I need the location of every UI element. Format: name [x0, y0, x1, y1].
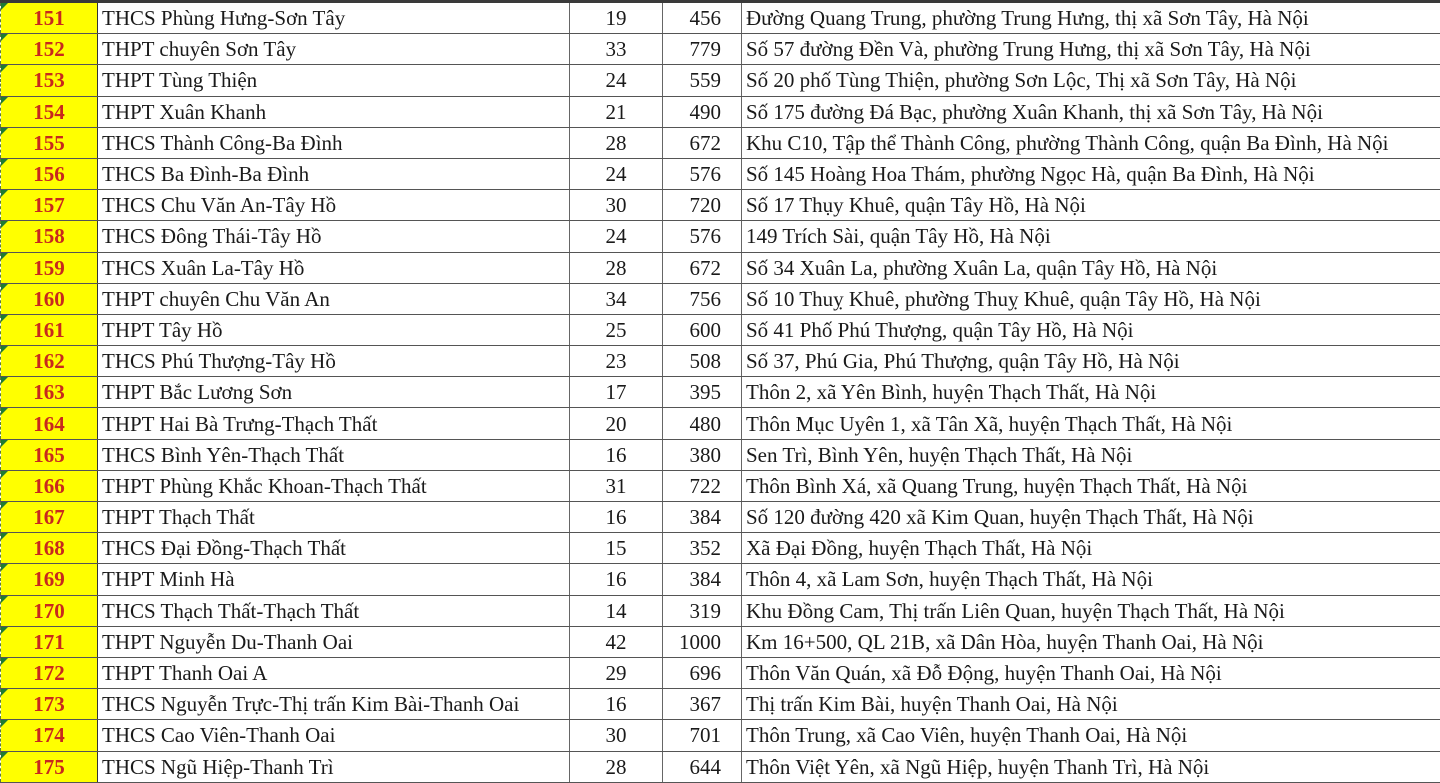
school-name-cell[interactable]: THPT Nguyễn Du-Thanh Oai — [98, 626, 570, 657]
address-cell[interactable]: Sen Trì, Bình Yên, huyện Thạch Thất, Hà Nội — [742, 439, 1440, 470]
table-row — [1, 689, 1440, 720]
school-name-cell[interactable]: THPT Bắc Lương Sơn — [98, 377, 570, 408]
row-number-cell[interactable]: 159 — [1, 252, 98, 283]
address-cell[interactable]: Thôn Mục Uyên 1, xã Tân Xã, huyện Thạch Thất, Hà Nội — [742, 408, 1440, 439]
row-number-cell[interactable]: 155 — [1, 127, 98, 158]
student-count-cell[interactable]: 480 — [663, 408, 742, 439]
school-name-cell[interactable]: THCS Đông Thái-Tây Hồ — [98, 221, 570, 252]
class-count-cell[interactable]: 34 — [570, 283, 663, 314]
class-count-cell[interactable]: 42 — [570, 626, 663, 657]
student-count-cell[interactable]: 672 — [663, 252, 742, 283]
row-number-cell[interactable]: 173 — [1, 689, 98, 720]
address-cell[interactable]: Số 10 Thuỵ Khuê, phường Thuỵ Khuê, quận Tây Hồ, Hà Nội — [742, 283, 1440, 314]
row-number-cell[interactable]: 151 — [1, 3, 98, 34]
class-count-cell[interactable]: 28 — [570, 751, 663, 782]
row-number-cell[interactable]: 166 — [1, 470, 98, 501]
table-row — [1, 564, 1440, 595]
school-name-cell[interactable]: THCS Thành Công-Ba Đình — [98, 127, 570, 158]
student-count-cell[interactable]: 600 — [663, 314, 742, 345]
address-cell[interactable]: Số 175 đường Đá Bạc, phường Xuân Khanh, thị xã Sơn Tây, Hà Nội — [742, 96, 1440, 127]
student-count-cell[interactable]: 644 — [663, 751, 742, 782]
school-name-cell[interactable]: THCS Phú Thượng-Tây Hồ — [98, 346, 570, 377]
table-row — [1, 34, 1440, 65]
row-number-cell[interactable]: 168 — [1, 533, 98, 564]
address-cell[interactable]: Thôn Việt Yên, xã Ngũ Hiệp, huyện Thanh Trì, Hà Nội — [742, 751, 1440, 782]
address-cell[interactable]: Số 20 phố Tùng Thiện, phường Sơn Lộc, Thị xã Sơn Tây, Hà Nội — [742, 65, 1440, 96]
row-number-cell[interactable]: 158 — [1, 221, 98, 252]
class-count-cell[interactable]: 30 — [570, 720, 663, 751]
school-name-cell[interactable]: THPT Hai Bà Trưng-Thạch Thất — [98, 408, 570, 439]
school-name-cell[interactable]: THPT Tây Hồ — [98, 314, 570, 345]
school-name-cell[interactable]: THCS Chu Văn An-Tây Hồ — [98, 190, 570, 221]
address-cell[interactable]: Km 16+500, QL 21B, xã Dân Hòa, huyện Thanh Oai, Hà Nội — [742, 626, 1440, 657]
class-count-cell[interactable]: 28 — [570, 252, 663, 283]
address-cell[interactable]: Xã Đại Đồng, huyện Thạch Thất, Hà Nội — [742, 533, 1440, 564]
school-name-cell[interactable]: THCS Cao Viên-Thanh Oai — [98, 720, 570, 751]
class-count-cell[interactable]: 23 — [570, 346, 663, 377]
address-cell[interactable]: Số 34 Xuân La, phường Xuân La, quận Tây Hồ, Hà Nội — [742, 252, 1440, 283]
address-cell[interactable]: Số 57 đường Đền Và, phường Trung Hưng, thị xã Sơn Tây, Hà Nội — [742, 34, 1440, 65]
row-number-cell[interactable]: 163 — [1, 377, 98, 408]
student-count-cell[interactable]: 319 — [663, 595, 742, 626]
row-number-cell[interactable]: 170 — [1, 595, 98, 626]
table-row — [1, 221, 1440, 252]
row-number-cell[interactable]: 162 — [1, 346, 98, 377]
address-cell[interactable]: 149 Trích Sài, quận Tây Hồ, Hà Nội — [742, 221, 1440, 252]
student-count-cell[interactable]: 508 — [663, 346, 742, 377]
student-count-cell[interactable]: 395 — [663, 377, 742, 408]
class-count-cell[interactable]: 16 — [570, 502, 663, 533]
table-row — [1, 470, 1440, 501]
address-cell[interactable]: Thôn 2, xã Yên Bình, huyện Thạch Thất, Hà Nội — [742, 377, 1440, 408]
student-count-cell[interactable]: 559 — [663, 65, 742, 96]
table-row — [1, 96, 1440, 127]
class-count-cell[interactable]: 29 — [570, 657, 663, 688]
table-row — [1, 190, 1440, 221]
student-count-cell[interactable]: 1000 — [663, 626, 742, 657]
row-number-cell[interactable]: 165 — [1, 439, 98, 470]
table-row — [1, 408, 1440, 439]
student-count-cell[interactable]: 576 — [663, 158, 742, 189]
address-cell[interactable]: Khu Đồng Cam, Thị trấn Liên Quan, huyện Thạch Thất, Hà Nội — [742, 595, 1440, 626]
table-row — [1, 720, 1440, 751]
class-count-cell[interactable]: 19 — [570, 3, 663, 34]
student-count-cell[interactable]: 384 — [663, 502, 742, 533]
class-count-cell[interactable]: 16 — [570, 439, 663, 470]
class-count-cell[interactable]: 28 — [570, 127, 663, 158]
table-row — [1, 346, 1440, 377]
table-row — [1, 65, 1440, 96]
table-body — [1, 3, 1440, 782]
school-name-cell[interactable]: THPT Thanh Oai A — [98, 657, 570, 688]
table-row — [1, 751, 1440, 782]
school-name-cell[interactable]: THCS Ngũ Hiệp-Thanh Trì — [98, 751, 570, 782]
address-cell[interactable]: Thôn 4, xã Lam Sơn, huyện Thạch Thất, Hà Nội — [742, 564, 1440, 595]
school-name-cell[interactable]: THPT Tùng Thiện — [98, 65, 570, 96]
table-row — [1, 3, 1440, 34]
student-count-cell[interactable]: 352 — [663, 533, 742, 564]
row-number-cell[interactable]: 169 — [1, 564, 98, 595]
class-count-cell[interactable]: 24 — [570, 158, 663, 189]
address-cell[interactable]: Đường Quang Trung, phường Trung Hưng, thị xã Sơn Tây, Hà Nội — [742, 3, 1440, 34]
class-count-cell[interactable]: 20 — [570, 408, 663, 439]
school-name-cell[interactable]: THCS Đại Đồng-Thạch Thất — [98, 533, 570, 564]
row-number-cell[interactable]: 157 — [1, 190, 98, 221]
address-cell[interactable]: Thôn Trung, xã Cao Viên, huyện Thanh Oai, Hà Nội — [742, 720, 1440, 751]
row-number-cell[interactable]: 153 — [1, 65, 98, 96]
table-row — [1, 377, 1440, 408]
address-cell[interactable]: Thị trấn Kim Bài, huyện Thanh Oai, Hà Nội — [742, 689, 1440, 720]
student-count-cell[interactable]: 779 — [663, 34, 742, 65]
row-number-cell[interactable]: 172 — [1, 657, 98, 688]
row-number-cell[interactable]: 174 — [1, 720, 98, 751]
address-cell[interactable]: Khu C10, Tập thể Thành Công, phường Thành Công, quận Ba Đình, Hà Nội — [742, 127, 1440, 158]
student-count-cell[interactable]: 490 — [663, 96, 742, 127]
table-row — [1, 595, 1440, 626]
school-name-cell[interactable]: THCS Thạch Thất-Thạch Thất — [98, 595, 570, 626]
school-name-cell[interactable]: THCS Xuân La-Tây Hồ — [98, 252, 570, 283]
class-count-cell[interactable]: 24 — [570, 221, 663, 252]
school-name-cell[interactable]: THPT chuyên Chu Văn An — [98, 283, 570, 314]
student-count-cell[interactable]: 701 — [663, 720, 742, 751]
row-number-cell[interactable]: 154 — [1, 96, 98, 127]
address-cell[interactable]: Số 145 Hoàng Hoa Thám, phường Ngọc Hà, quận Ba Đình, Hà Nội — [742, 158, 1440, 189]
school-name-cell[interactable]: THCS Nguyễn Trực-Thị trấn Kim Bài-Thanh Oai — [98, 689, 570, 720]
student-count-cell[interactable]: 576 — [663, 221, 742, 252]
table-row — [1, 439, 1440, 470]
table-row — [1, 626, 1440, 657]
school-table — [0, 3, 1440, 783]
class-count-cell[interactable]: 17 — [570, 377, 663, 408]
address-cell[interactable]: Số 17 Thụy Khuê, quận Tây Hồ, Hà Nội — [742, 190, 1440, 221]
student-count-cell[interactable]: 456 — [663, 3, 742, 34]
class-count-cell[interactable]: 14 — [570, 595, 663, 626]
school-name-cell[interactable]: THPT Thạch Thất — [98, 502, 570, 533]
class-count-cell[interactable]: 21 — [570, 96, 663, 127]
student-count-cell[interactable]: 722 — [663, 470, 742, 501]
student-count-cell[interactable]: 672 — [663, 127, 742, 158]
row-number-cell[interactable]: 156 — [1, 158, 98, 189]
row-number-cell[interactable]: 171 — [1, 626, 98, 657]
row-number-cell[interactable]: 152 — [1, 34, 98, 65]
table-row — [1, 657, 1440, 688]
row-number-cell[interactable]: 175 — [1, 751, 98, 782]
school-name-cell[interactable]: THCS Ba Đình-Ba Đình — [98, 158, 570, 189]
address-cell[interactable]: Số 41 Phố Phú Thượng, quận Tây Hồ, Hà Nội — [742, 314, 1440, 345]
class-count-cell[interactable]: 33 — [570, 34, 663, 65]
table-row — [1, 283, 1440, 314]
address-cell[interactable]: Số 120 đường 420 xã Kim Quan, huyện Thạch Thất, Hà Nội — [742, 502, 1440, 533]
class-count-cell[interactable]: 16 — [570, 564, 663, 595]
address-cell[interactable]: Thôn Bình Xá, xã Quang Trung, huyện Thạch Thất, Hà Nội — [742, 470, 1440, 501]
student-count-cell[interactable]: 367 — [663, 689, 742, 720]
table-row — [1, 252, 1440, 283]
address-cell[interactable]: Số 37, Phú Gia, Phú Thượng, quận Tây Hồ, Hà Nội — [742, 346, 1440, 377]
class-count-cell[interactable]: 25 — [570, 314, 663, 345]
class-count-cell[interactable]: 16 — [570, 689, 663, 720]
student-count-cell[interactable]: 384 — [663, 564, 742, 595]
address-cell[interactable]: Thôn Văn Quán, xã Đỗ Động, huyện Thanh Oai, Hà Nội — [742, 657, 1440, 688]
class-count-cell[interactable]: 15 — [570, 533, 663, 564]
student-count-cell[interactable]: 720 — [663, 190, 742, 221]
table-row — [1, 533, 1440, 564]
table-row — [1, 158, 1440, 189]
row-number-cell[interactable]: 164 — [1, 408, 98, 439]
school-name-cell[interactable]: THCS Phùng Hưng-Sơn Tây — [98, 3, 570, 34]
row-number-cell[interactable]: 167 — [1, 502, 98, 533]
student-count-cell[interactable]: 756 — [663, 283, 742, 314]
class-count-cell[interactable]: 31 — [570, 470, 663, 501]
student-count-cell[interactable]: 380 — [663, 439, 742, 470]
row-number-cell[interactable]: 160 — [1, 283, 98, 314]
table-row — [1, 127, 1440, 158]
school-name-cell[interactable]: THPT Xuân Khanh — [98, 96, 570, 127]
school-name-cell[interactable]: THPT Phùng Khắc Khoan-Thạch Thất — [98, 470, 570, 501]
table-row — [1, 314, 1440, 345]
school-name-cell[interactable]: THCS Bình Yên-Thạch Thất — [98, 439, 570, 470]
class-count-cell[interactable]: 24 — [570, 65, 663, 96]
class-count-cell[interactable]: 30 — [570, 190, 663, 221]
row-number-cell[interactable]: 161 — [1, 314, 98, 345]
student-count-cell[interactable]: 696 — [663, 657, 742, 688]
school-name-cell[interactable]: THPT chuyên Sơn Tây — [98, 34, 570, 65]
table-row — [1, 502, 1440, 533]
school-name-cell[interactable]: THPT Minh Hà — [98, 564, 570, 595]
